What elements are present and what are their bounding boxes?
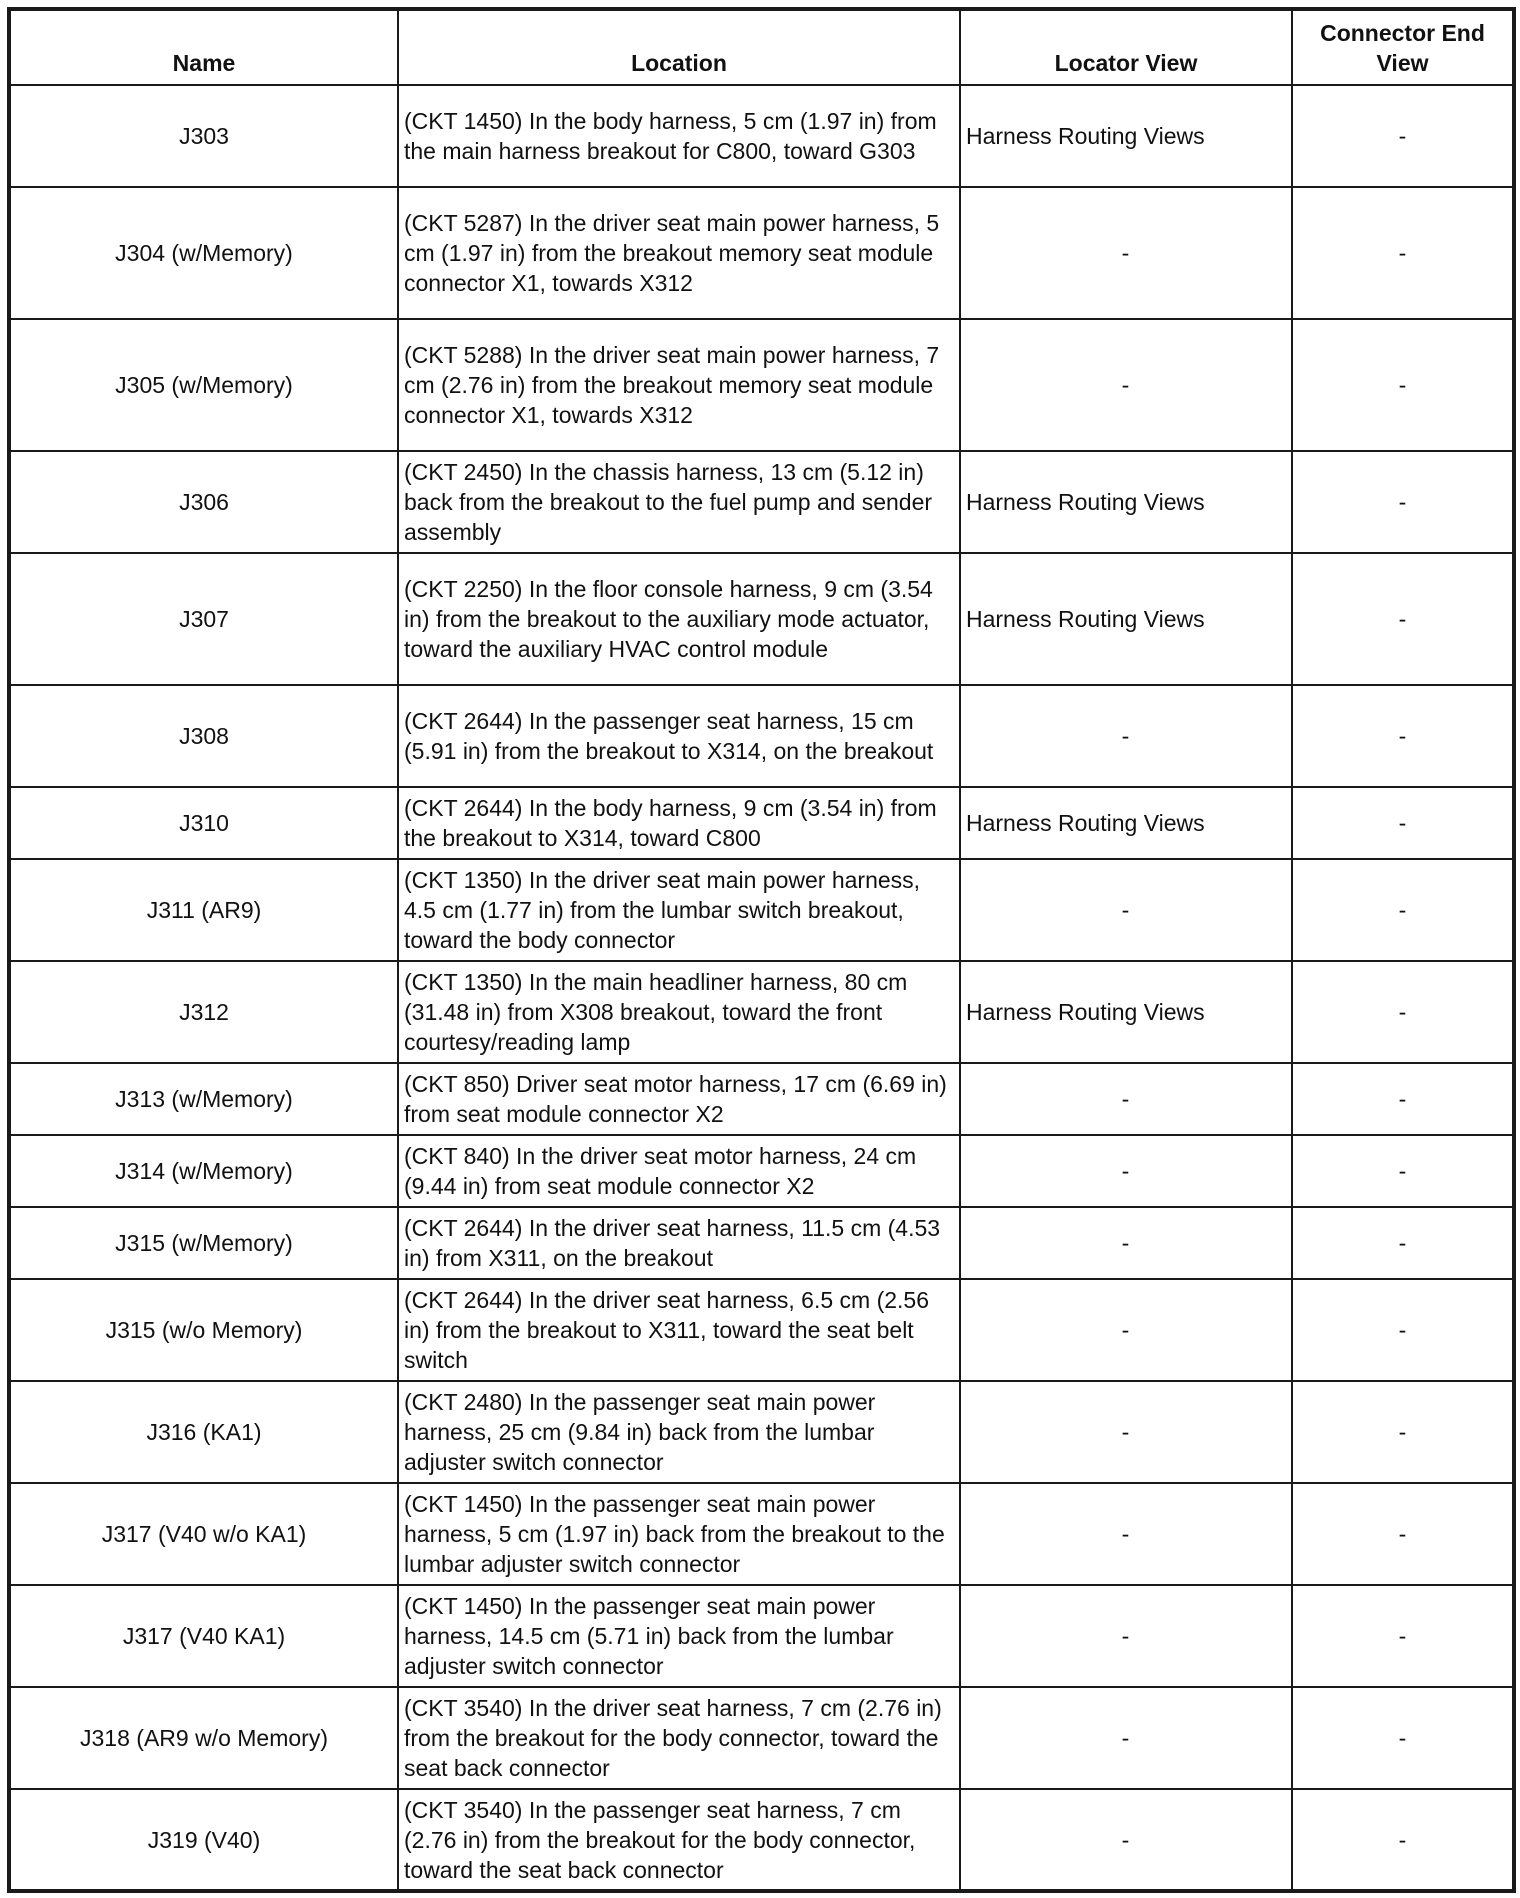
splice-name-cell: J319 (V40) [9, 1789, 398, 1891]
locator-view-cell: Harness Routing Views [960, 451, 1292, 553]
column-header-location: Location [398, 9, 960, 85]
splice-name-cell: J315 (w/Memory) [9, 1207, 398, 1279]
locator-view-cell: Harness Routing Views [960, 787, 1292, 859]
table-row [9, 187, 1514, 319]
table-row [9, 1381, 1514, 1483]
location-cell: (CKT 5287) In the driver seat main power harness, 5 cm (1.97 in) from the breakout memory seat module connector X1, towards X312 [398, 187, 960, 319]
locator-view-cell: - [960, 1585, 1292, 1687]
locator-view-cell: - [960, 1483, 1292, 1585]
table-row [9, 1135, 1514, 1207]
locator-view-cell: - [960, 1207, 1292, 1279]
table-row [9, 319, 1514, 451]
locator-view-cell: Harness Routing Views [960, 85, 1292, 187]
location-cell: (CKT 2450) In the chassis harness, 13 cm (5.12 in) back from the breakout to the fuel pump and sender assembly [398, 451, 960, 553]
locator-view-cell: - [960, 319, 1292, 451]
connector-end-view-cell: - [1292, 1789, 1514, 1891]
connector-end-view-cell: - [1292, 1483, 1514, 1585]
location-cell: (CKT 3540) In the driver seat harness, 7 cm (2.76 in) from the breakout for the body connector, toward the seat back connector [398, 1687, 960, 1789]
locator-view-cell: - [960, 1063, 1292, 1135]
connector-end-view-cell: - [1292, 451, 1514, 553]
connector-end-view-cell: - [1292, 787, 1514, 859]
table-row [9, 451, 1514, 553]
splice-location-table [7, 7, 1516, 1893]
connector-end-view-cell: - [1292, 187, 1514, 319]
table-row [9, 1207, 1514, 1279]
column-header-locator-view: Locator View [960, 9, 1292, 85]
splice-name-cell: J317 (V40 w/o KA1) [9, 1483, 398, 1585]
location-cell: (CKT 1350) In the main headliner harness, 80 cm (31.48 in) from X308 breakout, toward the front courtesy/reading lamp [398, 961, 960, 1063]
document-page [7, 7, 1512, 1881]
location-cell: (CKT 2480) In the passenger seat main power harness, 25 cm (9.84 in) back from the lumbar adjuster switch connector [398, 1381, 960, 1483]
location-cell: (CKT 1450) In the passenger seat main power harness, 14.5 cm (5.71 in) back from the lumbar adjuster switch connector [398, 1585, 960, 1687]
splice-name-cell: J314 (w/Memory) [9, 1135, 398, 1207]
connector-end-view-cell: - [1292, 1207, 1514, 1279]
splice-name-cell: J311 (AR9) [9, 859, 398, 961]
location-cell: (CKT 840) In the driver seat motor harness, 24 cm (9.44 in) from seat module connector X2 [398, 1135, 960, 1207]
table-row [9, 961, 1514, 1063]
splice-name-cell: J305 (w/Memory) [9, 319, 398, 451]
location-cell: (CKT 1450) In the passenger seat main power harness, 5 cm (1.97 in) back from the breakout to the lumbar adjuster switch connector [398, 1483, 960, 1585]
connector-end-view-cell: - [1292, 1687, 1514, 1789]
splice-name-cell: J316 (KA1) [9, 1381, 398, 1483]
table-row [9, 1483, 1514, 1585]
location-cell: (CKT 850) Driver seat motor harness, 17 cm (6.69 in) from seat module connector X2 [398, 1063, 960, 1135]
locator-view-cell: - [960, 187, 1292, 319]
locator-view-cell: - [960, 1135, 1292, 1207]
location-cell: (CKT 2250) In the floor console harness, 9 cm (3.54 in) from the breakout to the auxiliary mode actuator, toward the auxiliary HVAC control module [398, 553, 960, 685]
locator-view-cell: - [960, 1789, 1292, 1891]
connector-end-view-cell: - [1292, 1063, 1514, 1135]
connector-end-view-cell: - [1292, 1279, 1514, 1381]
location-cell: (CKT 2644) In the passenger seat harness, 15 cm (5.91 in) from the breakout to X314, on the breakout [398, 685, 960, 787]
locator-view-cell: Harness Routing Views [960, 961, 1292, 1063]
connector-end-view-cell: - [1292, 961, 1514, 1063]
splice-name-cell: J310 [9, 787, 398, 859]
table-row [9, 685, 1514, 787]
location-cell: (CKT 3540) In the passenger seat harness, 7 cm (2.76 in) from the breakout for the body connector, toward the seat back connector [398, 1789, 960, 1891]
splice-name-cell: J303 [9, 85, 398, 187]
splice-name-cell: J306 [9, 451, 398, 553]
locator-view-cell: - [960, 1381, 1292, 1483]
connector-end-view-cell: - [1292, 859, 1514, 961]
locator-view-cell: - [960, 1687, 1292, 1789]
splice-name-cell: J312 [9, 961, 398, 1063]
table-row [9, 85, 1514, 187]
connector-end-view-cell: - [1292, 85, 1514, 187]
table-row [9, 1279, 1514, 1381]
table-row [9, 1585, 1514, 1687]
location-cell: (CKT 2644) In the driver seat harness, 6.5 cm (2.56 in) from the breakout to X311, toward the seat belt switch [398, 1279, 960, 1381]
splice-name-cell: J318 (AR9 w/o Memory) [9, 1687, 398, 1789]
location-cell: (CKT 5288) In the driver seat main power harness, 7 cm (2.76 in) from the breakout memory seat module connector X1, towards X312 [398, 319, 960, 451]
location-cell: (CKT 1350) In the driver seat main power harness, 4.5 cm (1.77 in) from the lumbar switch breakout, toward the body connector [398, 859, 960, 961]
connector-end-view-cell: - [1292, 1585, 1514, 1687]
location-cell: (CKT 2644) In the driver seat harness, 11.5 cm (4.53 in) from X311, on the breakout [398, 1207, 960, 1279]
table-row [9, 1063, 1514, 1135]
splice-name-cell: J304 (w/Memory) [9, 187, 398, 319]
location-cell: (CKT 2644) In the body harness, 9 cm (3.54 in) from the breakout to X314, toward C800 [398, 787, 960, 859]
splice-name-cell: J317 (V40 KA1) [9, 1585, 398, 1687]
table-row [9, 553, 1514, 685]
location-cell: (CKT 1450) In the body harness, 5 cm (1.97 in) from the main harness breakout for C800, toward G303 [398, 85, 960, 187]
table-row [9, 1789, 1514, 1891]
connector-end-view-cell: - [1292, 1381, 1514, 1483]
connector-end-view-cell: - [1292, 553, 1514, 685]
column-header-connector-end-view: Connector End View [1292, 9, 1514, 85]
locator-view-cell: Harness Routing Views [960, 553, 1292, 685]
table-row [9, 1687, 1514, 1789]
table-row [9, 787, 1514, 859]
connector-end-view-cell: - [1292, 319, 1514, 451]
connector-end-view-cell: - [1292, 685, 1514, 787]
splice-name-cell: J307 [9, 553, 398, 685]
table-header-row [9, 9, 1514, 85]
splice-name-cell: J313 (w/Memory) [9, 1063, 398, 1135]
splice-name-cell: J308 [9, 685, 398, 787]
column-header-name: Name [9, 9, 398, 85]
locator-view-cell: - [960, 685, 1292, 787]
splice-name-cell: J315 (w/o Memory) [9, 1279, 398, 1381]
table-row [9, 859, 1514, 961]
locator-view-cell: - [960, 1279, 1292, 1381]
connector-end-view-cell: - [1292, 1135, 1514, 1207]
locator-view-cell: - [960, 859, 1292, 961]
